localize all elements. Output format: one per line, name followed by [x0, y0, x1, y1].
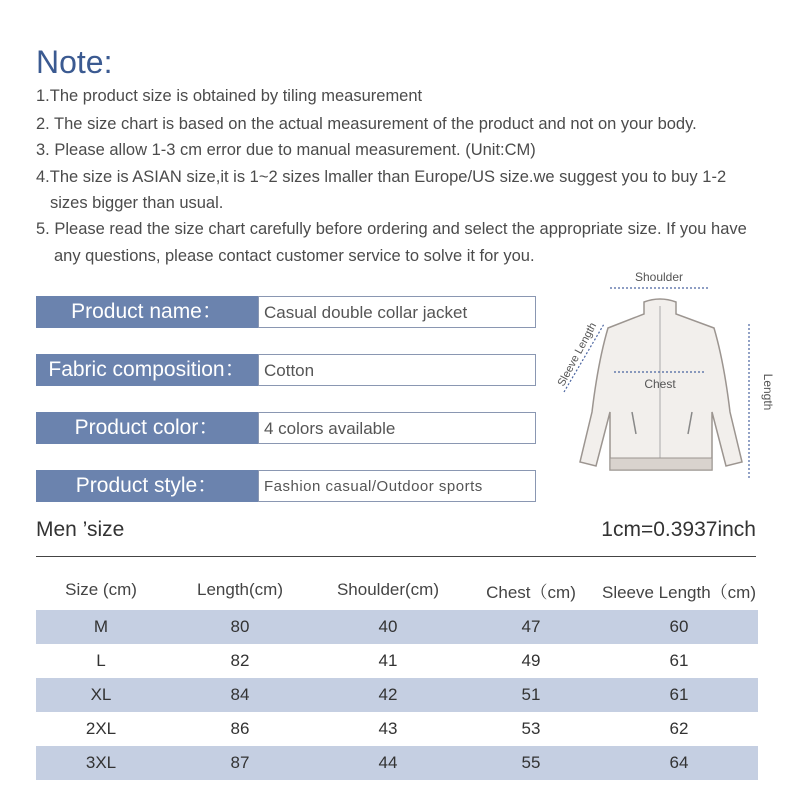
table-row — [36, 610, 758, 644]
cell-length: 86 — [230, 719, 250, 738]
cell-size: 2XL — [85, 719, 117, 738]
info-label-product-name: Product name： — [36, 296, 258, 328]
diagram-sleeve-label: Sleeve Length — [555, 320, 600, 389]
diagram-chest-label: Chest — [644, 377, 676, 391]
note-line-1: 1.The product size is obtained by tiling measurement — [36, 87, 423, 105]
cell-shoulder: 43 — [378, 719, 398, 738]
cell-chest: 53 — [521, 719, 541, 738]
diagram-length-label: Length — [761, 373, 775, 411]
cell-chest: 55 — [462, 746, 600, 780]
header-sleeve: Sleeve Length（cm) — [601, 582, 757, 602]
cell-chest: 51 — [462, 678, 600, 712]
note-line-4: 4.The size is ASIAN size,it is 1~2 sizes lmaller than Europe/US size.we suggest you to buy 1-2 — [36, 168, 727, 186]
header-length: Length(cm) — [197, 580, 283, 599]
table-header-row — [36, 570, 758, 610]
cell-size: 3XL — [36, 746, 166, 780]
cell-length: 84 — [166, 678, 314, 712]
info-label-style: Product style： — [36, 470, 258, 502]
note-title: Note: — [36, 44, 113, 80]
diagram-shoulder-label: Shoulder — [634, 270, 684, 284]
cell-size: XL — [36, 678, 166, 712]
table-row — [36, 712, 758, 746]
info-label-color: Product color： — [36, 412, 258, 444]
note-line-5-cont: any questions, please contact customer service to solve it for you. — [54, 247, 535, 265]
cell-length: 82 — [230, 651, 250, 670]
cell-length: 80 — [166, 610, 314, 644]
header-size: Size (cm) — [65, 580, 137, 599]
note-line-5: 5. Please read the size chart carefully before ordering and select the appropriate size. If you have — [36, 220, 747, 238]
info-value-style: Fashion casual/Outdoor sports — [258, 470, 536, 502]
header-shoulder: Shoulder(cm) — [336, 580, 440, 599]
table-row — [36, 644, 758, 678]
cell-shoulder: 41 — [378, 651, 398, 670]
info-label-fabric: Fabric composition： — [36, 354, 258, 386]
jacket-diagram — [552, 262, 788, 484]
cell-sleeve: 62 — [669, 719, 689, 738]
cell-length: 87 — [166, 746, 314, 780]
info-value-color: 4 colors available — [258, 412, 536, 444]
size-heading: Men ’size — [36, 518, 125, 541]
cell-sleeve: 61 — [669, 651, 689, 670]
unit-conversion: 1cm=0.3937inch — [601, 518, 756, 541]
header-chest: Chest（cm) — [486, 582, 576, 602]
cell-sleeve: 61 — [600, 678, 758, 712]
cell-sleeve: 60 — [600, 610, 758, 644]
cell-size: M — [36, 610, 166, 644]
table-row — [36, 746, 758, 780]
size-table — [36, 570, 758, 780]
cell-shoulder: 42 — [314, 678, 462, 712]
cell-size: L — [96, 651, 106, 670]
info-value-fabric: Cotton — [258, 354, 536, 386]
cell-chest: 47 — [462, 610, 600, 644]
cell-sleeve: 64 — [600, 746, 758, 780]
cell-shoulder: 44 — [314, 746, 462, 780]
note-line-3: 3. Please allow 1-3 cm error due to manual measurement. (Unit:CM) — [36, 141, 536, 159]
note-line-2: 2. The size chart is based on the actual measurement of the product and not on your body. — [36, 115, 697, 133]
note-line-4-cont: sizes bigger than usual. — [50, 194, 224, 212]
divider — [36, 556, 756, 557]
cell-chest: 49 — [521, 651, 541, 670]
info-value-product-name: Casual double collar jacket — [258, 296, 536, 328]
cell-shoulder: 40 — [314, 610, 462, 644]
table-row — [36, 678, 758, 712]
